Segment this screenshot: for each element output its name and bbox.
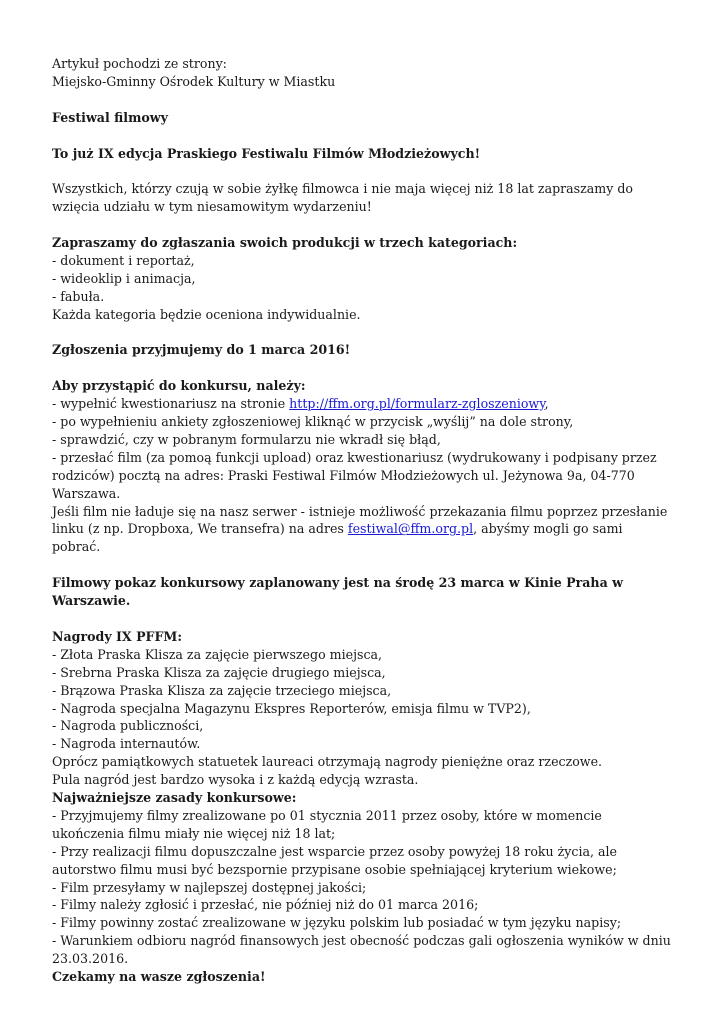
source-name: Miejsko-Gminny Ośrodek Kultury w Miastku	[52, 73, 336, 89]
step-item	[52, 395, 672, 413]
categories-heading: Zapraszamy do zgłaszania swoich produkcji w trzech kategoriach:	[52, 235, 518, 250]
prize-item: - Nagroda internautów.	[52, 736, 201, 752]
source-label: Artykuł pochodzi ze strony:	[52, 56, 227, 71]
prize-item: - Nagroda specjalna Magazynu Ekspres Reporterów, emisja filmu w TVP2),	[52, 700, 531, 716]
rule-item: - Warunkiem odbioru nagród finansowych jest obecność podczas gali ogłoszenia wyników w dniu 23.03.2016.	[52, 933, 671, 967]
screening-notice: Filmowy pokaz konkursowy zaplanowany jest na środę 23 marca w Kinie Praha w Warszawie.	[52, 575, 623, 609]
rules-section	[52, 789, 672, 968]
article-headline: To już IX edycja Praskiego Festiwalu Filmów Młodzieżowych!	[52, 145, 481, 161]
category-item: - fabuła.	[52, 288, 105, 304]
upload-note	[52, 503, 672, 557]
upload-note-text: Jeśli film nie ładuje się na nasz serwer - istnieje możliwość przekazania filmu poprzez przesłanie linku (z np. Dropboxa, We transefra) na adres	[52, 503, 668, 537]
step1-suffix: ,	[544, 396, 549, 412]
article-title: Festiwal filmowy	[52, 109, 168, 125]
prizes-note: Pula nagród jest bardzo wysoka i z każdą edycją wzrasta.	[52, 772, 419, 788]
prizes-heading: Nagrody IX PFFM:	[52, 628, 183, 644]
email-link[interactable]: festiwal@ffm.org.pl	[347, 521, 474, 537]
prize-item: - Złota Praska Klisza za zajęcie pierwszego miejsca,	[52, 646, 383, 662]
step-item: - sprawdzić, czy w pobranym formularzu nie wkradł się błąd,	[52, 431, 441, 447]
prize-item: - Nagroda publiczności,	[52, 718, 204, 734]
upload-note-suffix: , abyśmy mogli go sami pobrać.	[52, 521, 623, 555]
categories-section	[52, 234, 672, 324]
steps-heading: Aby przystąpić do konkursu, należy:	[52, 378, 306, 394]
prize-item: - Srebrna Praska Klisza za zajęcie drugiego miejsca,	[52, 664, 386, 680]
intro-paragraph: Wszystkich, którzy czują w sobie żyłkę filmowca i nie maja więcej niż 18 lat zapraszamy do wzięcia udziału w tym niesamowitym wydarzeniu!	[52, 181, 633, 215]
step1-prefix: - wypełnić kwestionariusz na stronie	[52, 396, 290, 412]
document-page	[52, 55, 672, 986]
prizes-section	[52, 628, 672, 789]
prizes-note: Oprócz pamiątkowych statuetek laureaci otrzymają nagrody pieniężne oraz rzeczowe.	[52, 754, 603, 770]
rule-item: - Film przesyłamy w najlepszej dostępnej jakości;	[52, 879, 367, 895]
step-item: - po wypełnieniu ankiety zgłoszeniowej kliknąć w przycisk „wyślij” na dole strony,	[52, 414, 574, 430]
closing-line: Czekamy na wasze zgłoszenia!	[52, 969, 266, 985]
rules-heading: Najważniejsze zasady konkursowe:	[52, 790, 297, 806]
category-item: - dokument i reportaż,	[52, 252, 195, 268]
source-info	[52, 55, 672, 91]
rule-item: - Filmy należy zgłosić i przesłać, nie później niż do 01 marca 2016;	[52, 897, 479, 913]
step-item: - przesłać film (za pomoą funkcji upload) oraz kwestionariusz (wydrukowany i podpisany przez rodziców) pocztą na adres: Praski Festiwal Filmów Młodzieżowych ul. Jeżynowa 9a, 04-770 Warszawa.	[52, 449, 657, 501]
steps-section	[52, 377, 672, 556]
rule-item: - Przy realizacji filmu dopuszczalne jest wsparcie przez osoby powyżej 18 roku życia, ale autorstwo filmu musi być bezspornie przypisane osobie spełniającej kryterium wiekowe;	[52, 843, 617, 877]
rule-item: - Filmy powinny zostać zrealizowane w języku polskim lub posiadać w tym języku napisy;	[52, 915, 622, 931]
deadline-notice: Zgłoszenia przyjmujemy do 1 marca 2016!	[52, 342, 351, 358]
form-link[interactable]: http://ffm.org.pl/formularz-zgloszeniowy	[289, 396, 545, 412]
category-item: - wideoklip i animacja,	[52, 270, 196, 286]
categories-note: Każda kategoria będzie oceniona indywidualnie.	[52, 306, 361, 322]
rule-item: - Przyjmujemy filmy zrealizowane po 01 stycznia 2011 przez osoby, które w momencie ukończenia filmu miały nie więcej niż 18 lat;	[52, 807, 602, 841]
prize-item: - Brązowa Praska Klisza za zajęcie trzeciego miejsca,	[52, 682, 392, 698]
